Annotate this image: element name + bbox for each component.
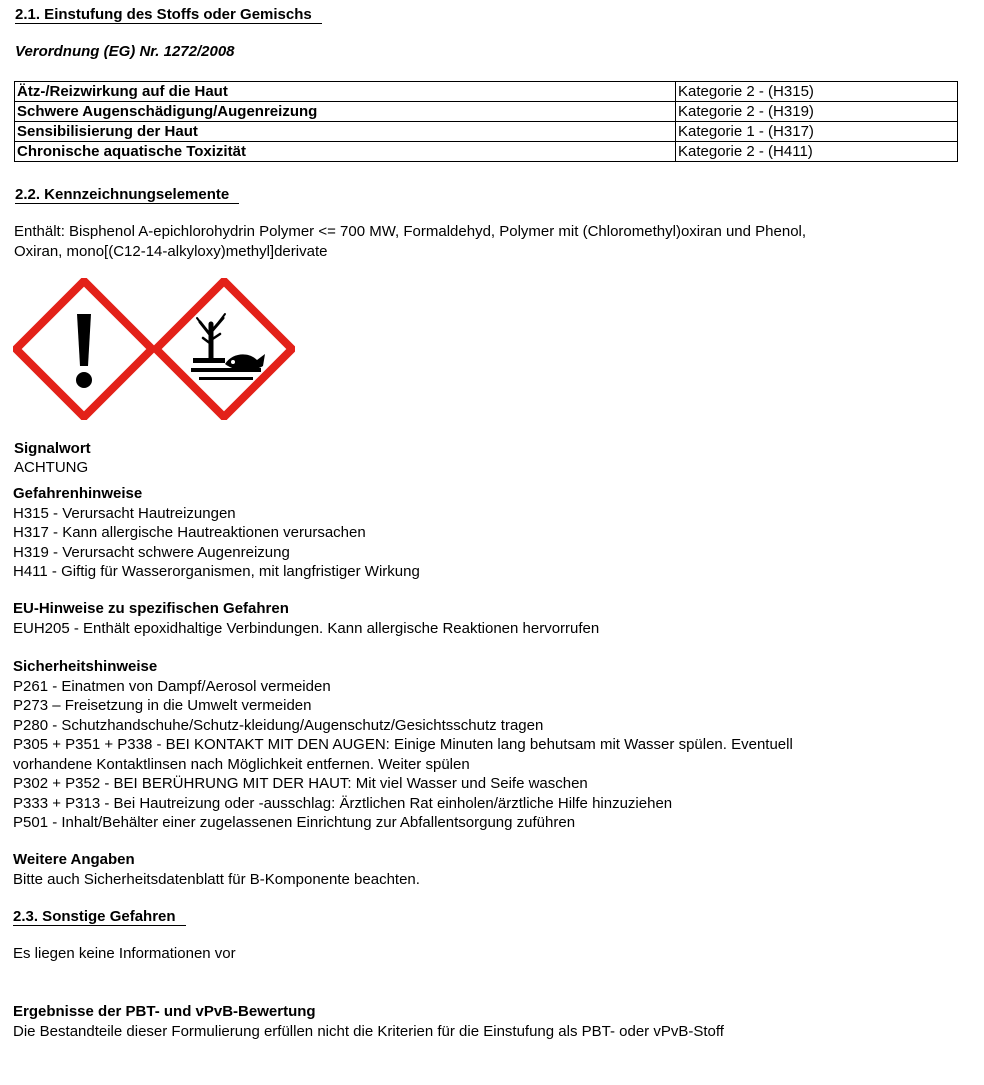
eu-statements-label: EU-Hinweise zu spezifischen Gefahren [13, 600, 289, 617]
list-item: H411 - Giftig für Wasserorganismen, mit langfristiger Wirkung [13, 563, 420, 580]
table-row [15, 102, 958, 122]
list-item: P261 - Einatmen von Dampf/Aerosol vermeiden [13, 677, 331, 695]
hazard-statements-block [13, 484, 420, 582]
other-hazards-text: Es liegen keine Informationen vor [13, 945, 236, 962]
further-info-label: Weitere Angaben [13, 851, 135, 868]
section-2-1-heading: 2.1. Einstufung des Stoffs oder Gemischs [15, 6, 322, 24]
list-item: H317 - Kann allergische Hautreaktionen verursachen [13, 524, 366, 541]
category-cell: Kategorie 2 - (H319) [676, 102, 958, 122]
exclamation-mark-icon [13, 278, 155, 424]
signal-word-block [13, 439, 91, 477]
table-row [15, 142, 958, 162]
list-item: P305 + P351 + P338 - BEI KONTAKT MIT DEN AUGEN: Einige Minuten lang behutsam mit Wasser spülen. Eventuell [13, 736, 793, 753]
contains-text-line-1: Enthält: Bisphenol A-epichlorohydrin Polymer <= 700 MW, Formaldehyd, Polymer mit (Chloromethyl)oxiran und Phenol, [14, 223, 807, 240]
pbt-text: Die Bestandteile dieser Formulierung erfüllen nicht die Kriterien für die Einstufung als PBT- oder vPvB-Stoff [13, 1022, 724, 1040]
regulation-title: Verordnung (EG) Nr. 1272/2008 [15, 43, 235, 60]
list-item: EUH205 - Enthält epoxidhaltige Verbindungen. Kann allergische Reaktionen hervorrufen [13, 619, 600, 637]
category-cell: Kategorie 1 - (H317) [676, 122, 958, 142]
hazard-class-cell: Ätz-/Reizwirkung auf die Haut [15, 82, 676, 102]
list-item: vorhandene Kontaktlinsen nach Möglichkeit entfernen. Weiter spülen [13, 755, 470, 773]
pbt-block [13, 1002, 724, 1041]
list-item: H319 - Verursacht schwere Augenreizung [13, 543, 290, 561]
signal-word: ACHTUNG [14, 458, 89, 476]
further-info-block [13, 850, 420, 889]
classification-table [14, 81, 958, 162]
precautionary-label: Sicherheitshinweise [13, 658, 158, 675]
category-cell: Kategorie 2 - (H411) [676, 142, 958, 162]
table-row [15, 122, 958, 142]
environment-hazard-icon [153, 278, 295, 424]
list-item: P333 + P313 - Bei Hautreizung oder -ausschlag: Ärztlichen Rat einholen/ärztliche Hilfe hinzuziehen [13, 794, 673, 812]
hazard-statements-label: Gefahrenhinweise [13, 485, 143, 502]
list-item: P280 - Schutzhandschuhe/Schutz-kleidung/Augenschutz/Gesichtsschutz tragen [13, 716, 544, 734]
hazard-class-cell: Sensibilisierung der Haut [15, 122, 676, 142]
category-cell: Kategorie 2 - (H315) [676, 82, 958, 102]
further-info-text: Bitte auch Sicherheitsdatenblatt für B-Komponente beachten. [13, 870, 420, 888]
section-2-3-heading: 2.3. Sonstige Gefahren [13, 908, 186, 926]
signal-word-label: Signalwort [14, 440, 91, 457]
precautionary-statements-block [13, 657, 793, 833]
contains-text-line-2: Oxiran, mono[(C12-14-alkyloxy)methyl]derivate [14, 243, 328, 260]
list-item: H315 - Verursacht Hautreizungen [13, 504, 236, 522]
section-2-2-heading: 2.2. Kennzeichnungselemente [15, 186, 239, 204]
list-item: P501 - Inhalt/Behälter einer zugelassenen Einrichtung zur Abfallentsorgung zuführen [13, 814, 576, 831]
hazard-class-cell: Schwere Augenschädigung/Augenreizung [15, 102, 676, 122]
hazard-class-cell: Chronische aquatische Toxizität [15, 142, 676, 162]
list-item: P302 + P352 - BEI BERÜHRUNG MIT DER HAUT: Mit viel Wasser und Seife waschen [13, 775, 588, 792]
list-item: P273 – Freisetzung in die Umwelt vermeiden [13, 697, 312, 714]
pbt-label: Ergebnisse der PBT- und vPvB-Bewertung [13, 1003, 316, 1020]
eu-statements-block [13, 599, 599, 638]
table-row [15, 82, 958, 102]
